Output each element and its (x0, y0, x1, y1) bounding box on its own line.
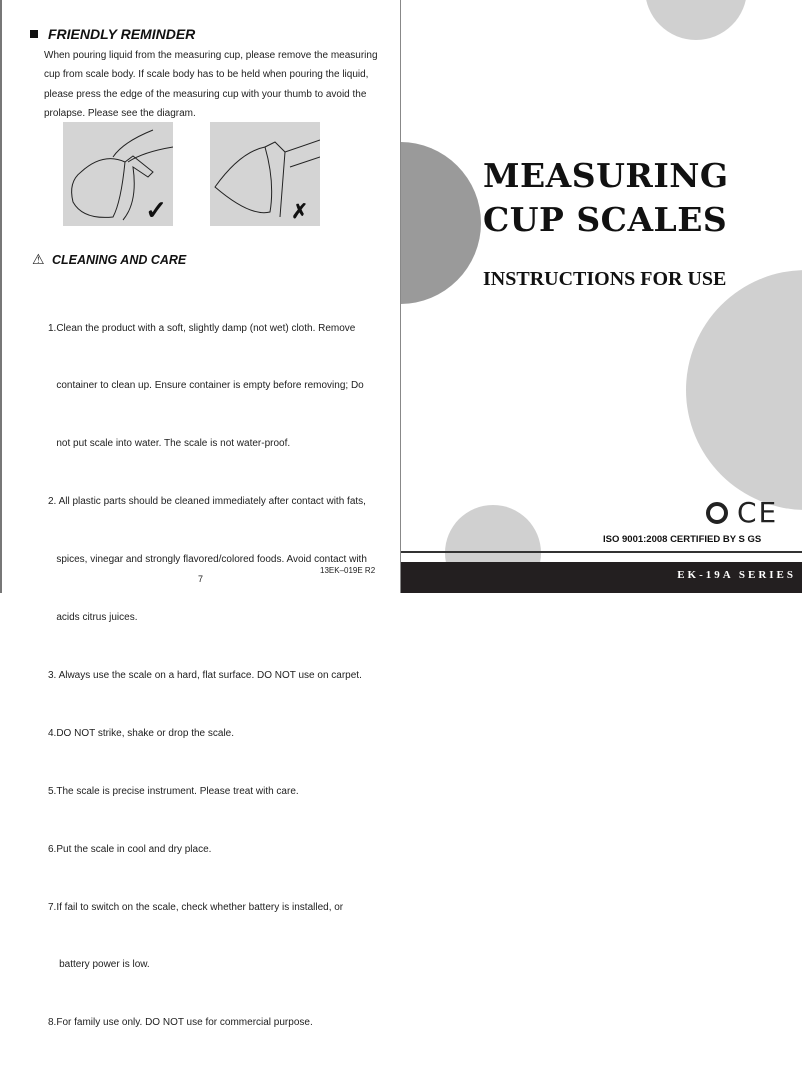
list-item: 6.Put the scale in cool and dry place. (48, 843, 212, 855)
series-bar (401, 562, 802, 593)
text-line: When pouring liquid from the measuring cup, please remove the measuring (44, 50, 378, 61)
warning-triangle-icon: ⚠ (32, 251, 45, 267)
check-mark-icon: ✓ (145, 195, 167, 225)
x-mark-icon: ✗ (291, 201, 308, 223)
title-line-2: CUP SCALES (483, 200, 728, 239)
reminder-title: FRIENDLY REMINDER (48, 26, 196, 42)
text-line: cup from scale body. If scale body has to be held when pouring the liquid, (44, 69, 369, 81)
diagram-wrong (210, 122, 320, 226)
list-item: 5.The scale is precise instrument. Please treat with care. (48, 785, 299, 797)
list-item: 3. Always use the scale on a hard, flat surface. DO NOT use on carpet. (48, 669, 362, 681)
bullet-square-icon (30, 30, 38, 38)
reminder-text (44, 46, 378, 123)
list-item: spices, vinegar and strongly flavored/colored foods. Avoid contact with (48, 554, 367, 566)
ce-mark-icon: CE (737, 496, 779, 529)
list-item: 8.For family use only. DO NOT use for commercial purpose. (48, 1017, 313, 1029)
left-page (0, 0, 401, 1029)
decor-circle (645, 0, 747, 40)
list-item: 7.If fail to switch on the scale, check whether battery is installed, or (48, 901, 344, 913)
decor-circle (401, 142, 481, 304)
cleaning-title: CLEANING AND CARE (52, 253, 187, 267)
list-item: 2. All plastic parts should be cleaned immediately after contact with fats, (48, 496, 366, 508)
text-line: please press the edge of the measuring cup with your thumb to avoid the (44, 88, 367, 100)
list-item: 1.Clean the product with a soft, slightly damp (not wet) cloth. Remove (48, 322, 356, 334)
recycle-icon (706, 502, 728, 524)
subtitle: INSTRUCTIONS FOR USE (483, 268, 727, 290)
document-code: 13EK–019E R2 (320, 566, 376, 575)
divider (401, 551, 802, 553)
list-item: battery power is low. (48, 959, 150, 971)
text-line: prolapse. Please see the diagram. (44, 107, 196, 119)
list-item: not put scale into water. The scale is not water-proof. (48, 438, 291, 450)
page-number: 7 (198, 574, 204, 584)
list-item: 4.DO NOT strike, shake or drop the scale. (48, 727, 235, 739)
diagram-correct (63, 122, 173, 226)
series-label: EK-19A SERIES (677, 569, 796, 581)
right-page (401, 0, 802, 593)
title-line-1: MEASURING (483, 156, 729, 195)
decor-circle (686, 270, 802, 510)
list-item: acids citrus juices. (48, 612, 138, 624)
list-item: container to clean up. Ensure container is empty before removing; Do (48, 380, 364, 392)
cleaning-list (48, 280, 367, 1071)
certification-text: ISO 9001:2008 CERTIFIED BY S GS (603, 534, 762, 545)
